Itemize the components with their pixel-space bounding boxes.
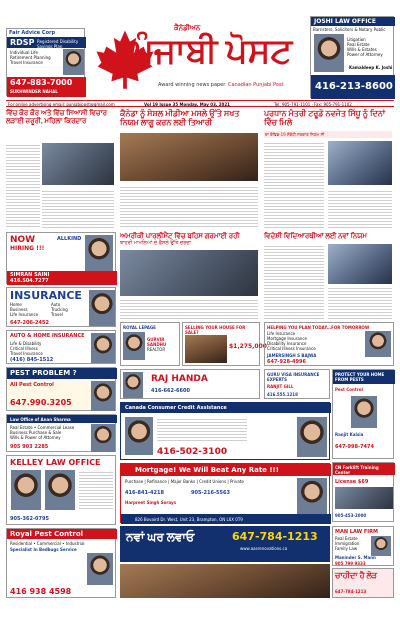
right-ad-title-band: [311, 17, 395, 26]
new-home-title: ਨਵਾਂ ਘਰ ਲਵਾਓ: [126, 530, 195, 544]
protect-home-title: PROTECT YOUR HOME FROM PESTS: [335, 372, 385, 382]
mortgage-portrait: [297, 478, 327, 514]
raj-handa-portrait: [123, 372, 143, 398]
now-hiring-ad[interactable]: [6, 232, 116, 284]
mortgage-phone2: 905-216-5563: [191, 490, 230, 496]
right-mid-photo: [328, 244, 392, 284]
new-home-web: www.aasrenovations.ca: [240, 546, 288, 551]
pest-problem-band: [7, 368, 117, 379]
protect-home-brand: Pest Control: [335, 387, 363, 392]
protect-home-band: [333, 370, 395, 384]
now-hiring-phone: 416.504.7277: [10, 278, 49, 284]
new-home-ad[interactable]: [120, 526, 330, 562]
mortgage-line: Purchase | Refinance | Major Banks | Credit Unions | Private: [125, 479, 244, 484]
right-mid-body: [264, 244, 324, 320]
info-bar: [6, 100, 394, 107]
new-home-photo: [120, 564, 330, 598]
pest-problem-line: All Pest Control: [10, 382, 54, 388]
right-headline: ਪ੍ਰਧਾਨ ਮੰਤਰੀ ਟਰੂਡੋ ਨਵਜੋਤ ਸਿੱਧੂ ਨੂੰ ਦਿਨਾਂ ਵਿੱਚ ਮਿਲੇ: [264, 109, 386, 127]
ranjit-phone: 416.555.1218: [267, 392, 298, 397]
protect-home-name: Ranjit Kalsia: [335, 432, 364, 437]
right-mid-story[interactable]: [264, 232, 394, 320]
man-law-phone: 905 799 9333: [335, 561, 366, 566]
consumer-credit-ad[interactable]: [120, 402, 330, 460]
cn-forklift-photo: [335, 487, 393, 509]
right-mid-body-2: [328, 286, 392, 320]
protect-home-portrait: [351, 396, 377, 428]
mortgage-address: 826 Bovaird Dr. West, Unit 23, Brampton, ON L6X 0T9: [135, 517, 243, 522]
info-bar-left: For online advertising email: punjabipost@gmail.com: [8, 102, 115, 107]
anan-sharma-ad[interactable]: [6, 414, 116, 452]
house-sale-ad[interactable]: [182, 322, 267, 366]
man-law-ad[interactable]: [332, 526, 394, 566]
left-ad-portrait: [63, 49, 84, 75]
auto-home-phone: (416) 845-1512: [10, 357, 54, 363]
right-ad-portrait: [314, 34, 344, 72]
consumer-credit-phone: 416-502-3100: [157, 447, 228, 457]
now-hiring-heading: NOW: [10, 235, 36, 245]
masthead-title-prefix: ਕੈਨੇਡੀਅਨ: [174, 24, 201, 32]
info-bar-center: Vol 19 Issue 35 Monday, May 03, 2021: [144, 102, 230, 107]
cn-forklift-ad[interactable]: [332, 462, 394, 522]
pest-problem-title: PEST PROBLEM ?: [10, 369, 77, 377]
masthead-logo-area: [88, 22, 310, 98]
helping-ad[interactable]: [264, 322, 394, 366]
real-estate-brand: ROYAL LEPAGE: [123, 325, 156, 330]
insurance-ad[interactable]: [6, 287, 116, 327]
right-kicker: ਦਾ ਕੋਵਿਡ-19 ਸੰਬੰਧੀ ਸਰਕਾਰ ਨਿਯਮ ਸੀ: [264, 131, 392, 138]
center-photo: [120, 133, 258, 181]
royal-pest-line: Residential • Commercial • Industrial: [10, 541, 85, 546]
bottom-photo: [120, 250, 258, 296]
consumer-credit-body: [157, 417, 247, 443]
anan-sharma-title: Law Office of Anan Sharma: [10, 417, 71, 422]
left-masthead-ad[interactable]: [6, 28, 85, 96]
man-law-lines: Real Estate Immigration Family Law: [335, 536, 360, 551]
anan-sharma-band: [7, 415, 117, 423]
insurance-items-b: Auto Trucking Travel: [51, 302, 68, 317]
cn-forklift-title: CN Forklift Training Center: [335, 465, 379, 475]
auto-home-ad[interactable]: [6, 330, 116, 364]
insurance-phone: 647-206-2452: [10, 320, 49, 326]
left-ad-name: SUKHWINDER NAHAL: [10, 89, 58, 94]
helping-title: HELPING YOU PLAN TODAY...FOR TOMORROW: [267, 325, 370, 330]
royal-pest-ad[interactable]: [6, 528, 116, 598]
right-ad-name: Kamaldeep K. Joshi: [349, 65, 393, 70]
raj-handa-name: RAJ HANDA: [151, 374, 208, 384]
right-ad-phone: 416-213-8600: [315, 81, 393, 92]
consumer-credit-portrait: [125, 417, 153, 455]
now-hiring-band: [7, 271, 117, 285]
top-left-photo: [42, 143, 114, 185]
real-estate-ad[interactable]: [120, 322, 180, 366]
insurance-portrait: [89, 290, 115, 326]
anan-sharma-phone: 905 903 2285: [10, 444, 49, 450]
right-ad-services: Litigation Real Estate Wills & Estates Power of Attorney: [347, 37, 383, 57]
mortgage-band: [121, 464, 331, 476]
ranjit-ad[interactable]: [264, 369, 330, 399]
man-law-title: MAN LAW FIRM: [335, 529, 378, 535]
consumer-credit-title: Canada Consumer Credit Assistance: [125, 405, 227, 411]
protect-home-ad[interactable]: [332, 369, 394, 459]
royal-pest-portrait: [87, 553, 113, 585]
real-estate-tag: REALTOR: [147, 347, 166, 352]
cn-forklift-line: License $69: [335, 479, 369, 485]
bottom-headline: ਅਮਰੀਕੀ ਪਾਰਲੀਮੈਂਟ ਵਿੱਚ ਬਹਿਸ ਗਰਮਾਈ ਰਹੀ: [120, 232, 240, 240]
auto-home-portrait: [91, 333, 115, 363]
royal-pest-phone: 416 938 4598: [10, 587, 72, 596]
bottom-body: [120, 298, 258, 320]
now-hiring-heading2: HIRING !!!: [10, 245, 45, 252]
now-hiring-portrait: [85, 235, 113, 271]
anan-sharma-portrait: [91, 424, 115, 452]
pest-problem-portrait: [91, 381, 115, 411]
helping-phone: 647-928-4996: [267, 359, 306, 365]
real-estate-portrait: [123, 332, 145, 360]
bottom-sub: ਬਾਹਰੀ ਮਾਮਲਿਆਂ ਦੇ ਫ਼ੈਸਲੇ ਉੱਤੇ ਚਰਚਾ: [120, 240, 192, 246]
top-left-story[interactable]: [6, 109, 116, 229]
helping-portrait: [365, 331, 391, 357]
mortgage-phone: 416-841-4218: [125, 490, 164, 496]
mortgage-name: Harpreet Singh Sorays: [125, 500, 176, 505]
kelley-law-ad[interactable]: [6, 455, 116, 525]
masthead-english-name: Canadian Punjabi Post: [228, 82, 284, 88]
man-law-portrait: [371, 536, 391, 556]
kelley-portrait-2: [45, 470, 75, 510]
center-story[interactable]: [120, 109, 260, 229]
mortgage-title: Mortgage! We Will Beat Any Rate !!!: [135, 466, 279, 474]
kelley-title: KELLEY LAW OFFICE: [10, 458, 101, 467]
helping-name: JAMERSINGH S BAJWA: [267, 353, 317, 358]
now-hiring-brand: ALLKIND: [57, 236, 82, 242]
now-hiring-name: SIMRAN SAINI: [10, 272, 50, 278]
top-left-body-lower: [42, 189, 114, 229]
center-body: [120, 185, 258, 229]
top-left-body: [6, 143, 40, 229]
right-mid-headline: ਵਿਦੇਸ਼ੀ ਵਿਦਿਆਰਥੀਆਂ ਲਈ ਨਵਾਂ ਨਿਯਮ: [264, 232, 368, 240]
mortgage-address-band: [121, 514, 331, 524]
right-body-lower: [328, 189, 392, 229]
center-headline: ਕੈਨੇਡਾ ਨੂੰ ਸੋਸ਼ਲ ਮੀਡੀਆ ਮਸਲੇ ਉੱਤੇ ਸਖਤ ਨਿਯਮ ਲਾਗੂ ਕਰਨ ਲਈ ਤਿਆਰੀ: [120, 109, 240, 127]
left-ad-phone: 647-883-7000: [10, 78, 73, 87]
mortgage-ad[interactable]: [120, 463, 330, 523]
punjabi-classified-phone: 647-784-1213: [335, 589, 367, 594]
info-bar-right: Tel: 905-791-1101 · Fax: 905-791-1102: [274, 102, 352, 107]
pest-problem-ad[interactable]: [6, 367, 116, 411]
left-ad-phone-band: [7, 77, 86, 97]
royal-pest-title: Royal Pest Control: [10, 530, 84, 538]
left-ad-title: RDSP: [10, 38, 35, 47]
left-ad-title-band: [7, 37, 86, 48]
new-home-phone: 647-784-1213: [232, 530, 318, 543]
left-ad-subtitle: Registered Disability Savings Plan: [37, 39, 79, 49]
insurance-title: INSURANCE: [10, 289, 82, 302]
raj-handa-ad[interactable]: [120, 369, 260, 399]
kelley-body: [79, 470, 113, 510]
royal-pest-band: [7, 529, 117, 539]
right-photo: [328, 141, 392, 185]
anan-sharma-items: Real Estate • Commercial Lease Business Purchase & Sale Wills & Power of Attorney: [10, 425, 75, 440]
ranjit-title: GURU VISA INSURANCE EXPERTS: [267, 372, 320, 382]
man-law-name: Maninder S. Mann: [335, 555, 376, 560]
real-estate-name: GURVIR SANDHU: [147, 337, 167, 347]
insurance-items-a: Home Business Life Insurance: [10, 302, 39, 317]
protect-home-phone: 647-998-7474: [335, 444, 374, 450]
kelley-portrait-1: [11, 470, 41, 510]
left-ad-list: Individual Life Retirement Planning Travel Insurance: [10, 50, 51, 65]
cn-forklift-band: [333, 463, 395, 475]
right-body: [264, 141, 324, 229]
house-sale-title: SELLING YOUR HOUSE FOR SALE?: [185, 325, 246, 335]
right-masthead-ad[interactable]: [310, 16, 394, 98]
top-left-headline: ਵਿੱਚ ਕੌਰ ਕੌਰ ਅਤੇ ਵਿੱਚ ਸਿਆਸੀ ਵਿਚਾਰ ਲੜਾਈ ਜ਼ਰੂਰੀ, ਮਹਿਲਾ ਕਿਰਦਾਰ: [6, 109, 107, 125]
right-story[interactable]: [264, 109, 394, 229]
consumer-credit-portrait-2: [297, 417, 327, 457]
right-ad-phone-band: [311, 75, 395, 99]
right-ad-title: JOSHI LAW OFFICE: [314, 18, 376, 25]
ranjit-name: RANJIT GILL: [267, 384, 294, 389]
masthead-tagline: Award winning news paper: [158, 82, 226, 88]
auto-home-title: AUTO & HOME INSURANCE: [10, 333, 85, 339]
cn-forklift-phone: 905-453-2000: [335, 513, 367, 518]
punjabi-classified-title: ਚਾਹੀਦਾ ਹੈ ਲੋੜ: [335, 571, 378, 580]
right-ad-subtitle: Barristers, Solicitors & Notary Public: [313, 27, 386, 32]
royal-pest-tag: Specialist In Bedbugs Service: [10, 547, 77, 552]
punjabi-classified-ad[interactable]: [332, 568, 394, 598]
kelley-phone: 905-362-0795: [10, 516, 49, 522]
masthead-title: ਪੰਜਾਬੀ ਪੋਸਟ: [132, 33, 293, 70]
helping-items: Life Insurance Mortgage Insurance Disability Insurance Critical Illness Insurance: [267, 331, 316, 351]
house-sale-photo: [185, 335, 227, 363]
pest-problem-phone: 647.990.3205: [10, 398, 72, 407]
house-sale-price: $1,275,000: [229, 343, 267, 350]
bottom-story[interactable]: [120, 232, 260, 320]
left-ad-brand: Fair Advice Corp: [9, 30, 56, 36]
consumer-credit-band: [121, 403, 331, 413]
auto-home-items: Life & Disability Critical Illness Travel Insurance: [10, 341, 43, 356]
raj-handa-phone: 416-662-6600: [151, 388, 190, 394]
